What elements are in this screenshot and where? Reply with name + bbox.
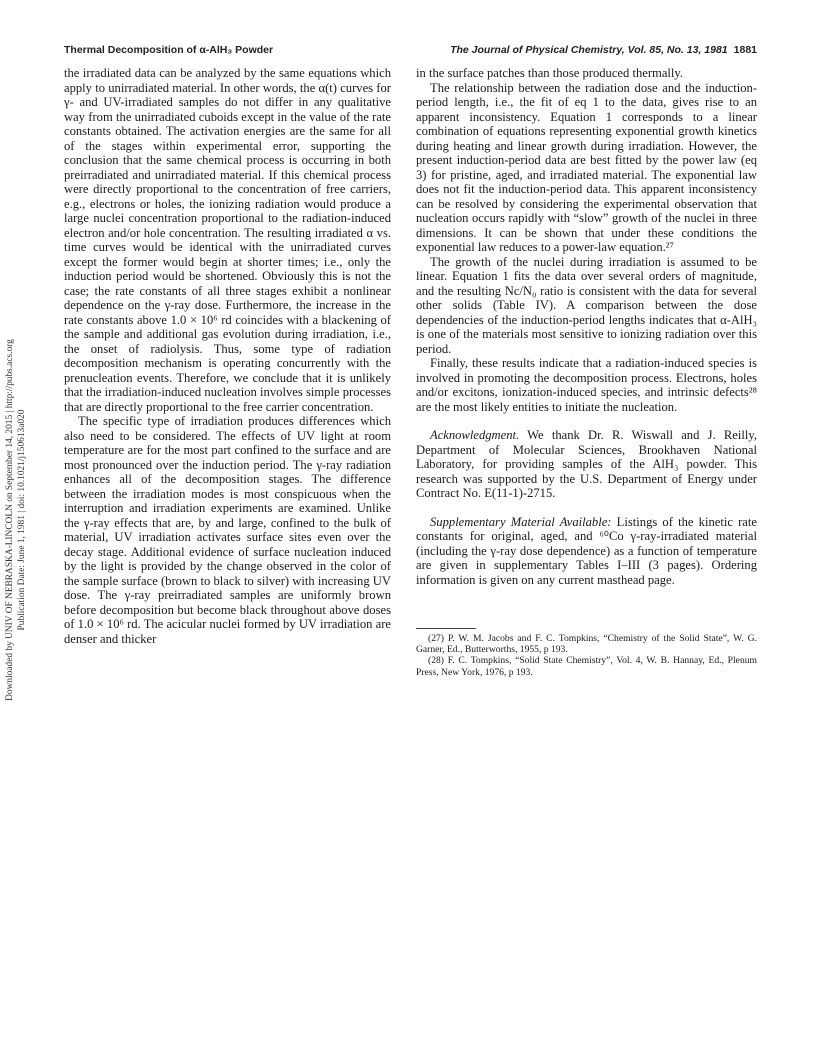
footnote-rule	[416, 628, 476, 629]
paragraph: in the surface patches than those produced thermally.	[416, 66, 684, 80]
footnote-28: (28) F. C. Tompkins, “Solid State Chemistry”, Vol. 4, W. B. Hannay, Ed., Plenum Press, New York, 1976, p 193.	[416, 655, 757, 678]
download-sidebar	[4, 290, 34, 750]
running-head-journal	[430, 44, 757, 56]
paragraph: The relationship between the radiation dose and the induction-period length, i.e., the fit of eq 1 to the data, gives rise to an apparent inconsistency. Equation 1 corresponds to a linear combination of equations representing exponential growth kinetics during heating and linear growth during irradiation. However, the present induction-period data are best fitted by the power law (eq 3) for pristine, aged, and irradiated material. The exponential law does not fit the induction-period data. This apparent inconsistency can be resolved by considering the experimental observation that nucleation occurs rapidly with “slow” growth of the nuclei in three dimensions. It can be shown that under these conditions the exponential law reduces to a power-law equation.²⁷	[416, 80, 757, 254]
right-column	[416, 66, 757, 587]
supplementary-material	[416, 515, 757, 588]
paragraph: Finally, these results indicate that a radiation-induced species is involved in promoting the decomposition process. Electrons, holes and/or excitons, ionization-induced species, and intrinsic defects²⁸ are the most likely entities to initiate the nucleation.	[416, 356, 757, 414]
paragraph: the irradiated data can be analyzed by the same equations which apply to unirradiated material. In other words, the α(t) curves for γ- and UV-irradiated samples do not differ in any qualitative way from the unirradiated cuboids except in the value of the rate constants obtained. The activation energies are the same for all of the stages within experimental error, supporting the conclusion that the same chemical process is occurring in both preirradiated and unirradiated material. If this chemical process were directly proportional to the concentration of free carriers, e.g., electrons or holes, the ionizing radiation would produce a large nuclei concentration proportional to the radiation-induced electron and/or hole concentration. The resulting irradiated α vs. time curves would be identical with the unirradiated curves except the former would begin at shorter times; i.e., only the induction period would be shortened. Obviously this is not the case; the rate constants of all three stages exhibit a nonlinear dependence on the γ-ray dose. Furthermore, the increase in the rate constants above 1.0 × 10⁶ rd coincides with a blackening of the sample and additional gas evolution during irradiation, i.e., the onset of radiolysis. Thus, some type of radiation decomposition mechanism is operating concurrently with the prenucleation events. Therefore, we conclude that it is unlikely that the irradiation-induced nucleation involves simple processes that are directly proportional to the free carrier concentration.	[64, 66, 391, 414]
supplementary-heading: Supplementary Material Available:	[430, 514, 612, 529]
left-column	[64, 66, 391, 646]
paragraph: The specific type of irradiation produces differences which also need to be considered. The effects of UV light at room temperature are for the most part confined to the surface and are most pronounced over the induction period. The γ-ray radiation enhances all of the decomposition stages. The difference between the irradiation modes is most conspicuous when the interruption and irradiation experiments are examined. Unlike the γ-ray effects that are, by and large, confined to the bulk of material, UV irradiation activates surface sites even over the decay stage. Additional evidence of surface nucleation induced by the light is provided by the change observed in the color of the sample surface (brown to black to silver) with increasing UV dose. The γ-ray preirradiated samples are uniformly brown before decomposition but become black throughout above doses of 1.0 × 10⁶ rd. The acicular nuclei formed by UV irradiation are denser and thicker	[64, 414, 391, 646]
footnotes	[416, 628, 757, 678]
footnote-27: (27) P. W. M. Jacobs and F. C. Tompkins, “Chemistry of the Solid State”, W. G. Garner, Ed., Butterworths, 1955, p 193.	[416, 633, 757, 656]
acknowledgment-text: We thank Dr. R. Wiswall and J. Reilly, Department of Molecular Sciences, Brookhaven National Laboratory, for providing samples of the AlH₃ powder. This research was supported by the U.S. Department of Energy under Contract No. E(11-1)-2715.	[416, 428, 757, 500]
running-head-title: Thermal Decomposition of α-AlH₃ Powder	[64, 44, 274, 56]
paragraph: The growth of the nuclei during irradiation is assumed to be linear. Equation 1 fits the data over several orders of magnitude, and the resulting Nc/N₀ ratio is consistent with the data for several other solids (Table IV). A comparison between the dose dependencies of the induction-period lengths indicates that α-AlH₃ is one of the materials most sensitive to ionizing radiation over this period.	[416, 254, 757, 356]
supplementary-text: Listings of the kinetic rate constants for original, aged, and ⁶⁰Co γ-ray-irradiated material (including the γ-ray dose dependence) as a function of temperature are given in supplementary Tables I–III (3 pages). Ordering information is given on any current masthead page.	[416, 514, 757, 587]
download-notice: Downloaded by UNIV OF NEBRASKA-LINCOLN on September 14, 2015 | http://pubs.acs.org	[5, 339, 15, 701]
acknowledgment	[416, 428, 757, 501]
page-number: 1881	[733, 44, 757, 56]
publication-notice: Publication Date: June 1, 1981 | doi: 10.1021/j150613a020	[17, 409, 27, 631]
journal-citation: The Journal of Physical Chemistry, Vol. 85, No. 13, 1981	[450, 44, 728, 56]
acknowledgment-heading: Acknowledgment.	[430, 428, 520, 442]
